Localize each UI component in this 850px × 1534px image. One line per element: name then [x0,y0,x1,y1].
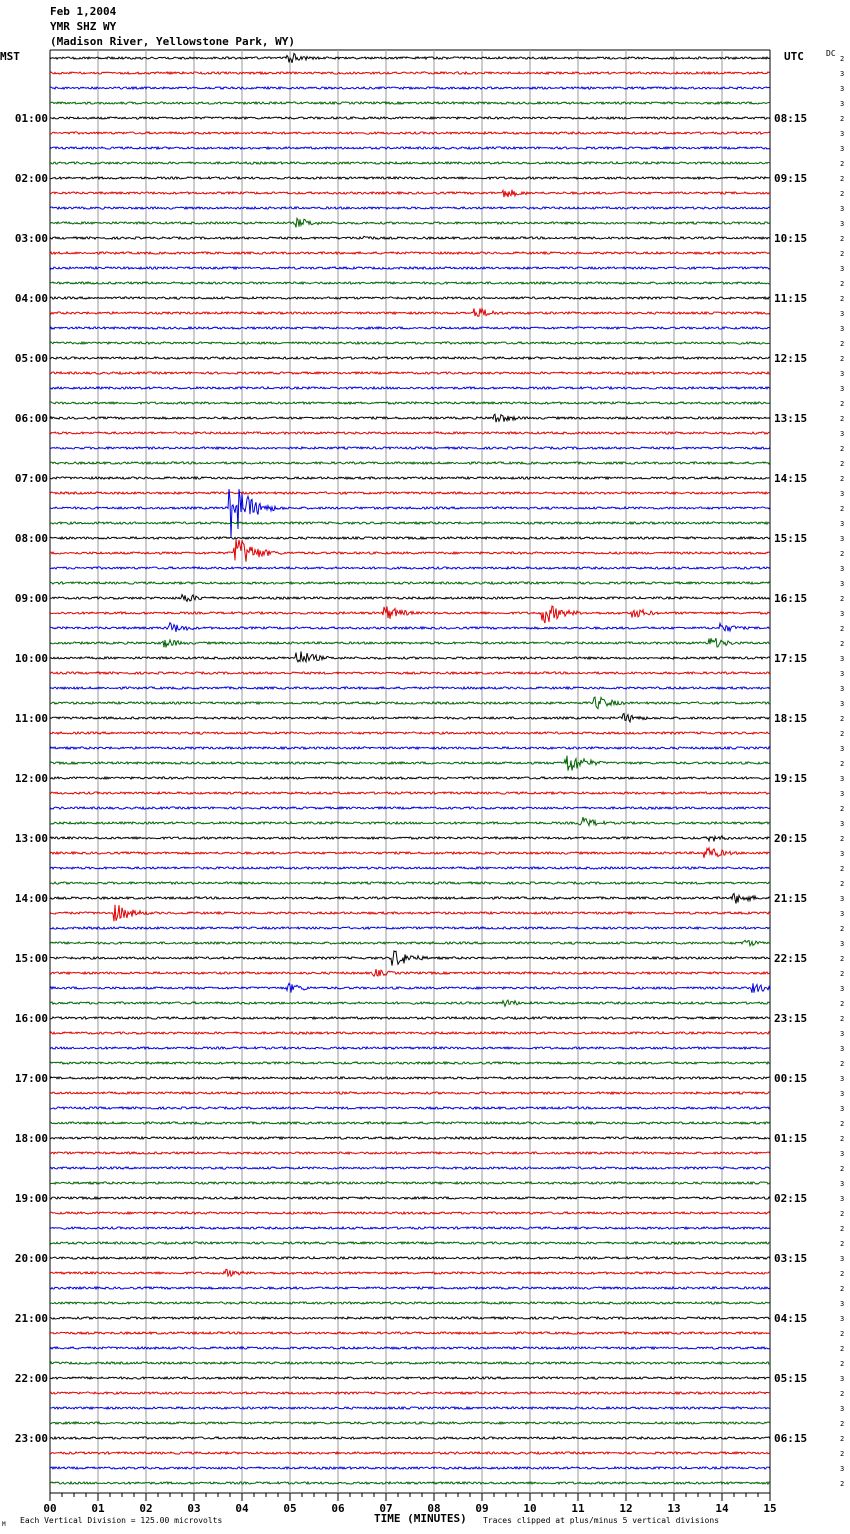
dc-offset: 3 [840,895,845,903]
trace-line [50,162,770,164]
trace-line [50,447,770,449]
mst-hour-label: 10:00 [14,652,48,665]
trace-line [50,147,770,149]
dc-offset: 3 [840,1300,845,1308]
dc-offset: 2 [840,1450,845,1458]
dc-offset: 2 [840,760,845,768]
dc-offset: 2 [840,415,845,423]
trace-line [50,1482,770,1484]
dc-offset: 3 [840,520,845,528]
mst-hour-label: 09:00 [14,592,48,605]
dc-offset: 2 [840,1225,845,1233]
dc-offset: 3 [840,1405,845,1413]
mst-hour-label: 08:00 [14,532,48,545]
trace-line [50,357,770,359]
trace-line [50,777,770,779]
x-tick-label: 09 [475,1502,489,1515]
dc-offset: 2 [840,295,845,303]
utc-hour-label: 06:15 [774,1432,808,1445]
trace-line [50,297,770,299]
trace-line [50,1287,770,1289]
dc-offset: 3 [840,1375,845,1383]
trace-line [50,87,770,89]
utc-hour-label: 01:15 [774,1132,808,1145]
trace-line [50,432,770,434]
scale-note: Each Vertical Division = 125.00 microvolts [20,1516,223,1525]
trace-line [50,308,770,316]
dc-offset: 2 [840,550,845,558]
trace-line [50,489,770,538]
dc-offset: 3 [840,205,845,213]
mst-hour-label: 19:00 [14,1192,48,1205]
dc-offset: 2 [840,1345,845,1353]
trace-line [50,1047,770,1049]
right-timezone-label: UTC [784,50,804,63]
utc-hour-label: 02:15 [774,1192,808,1205]
clip-note: Traces clipped at plus/minus 5 vertical divisions [483,1516,720,1525]
dc-offset: 2 [840,115,845,123]
utc-hour-label: 00:15 [774,1072,808,1085]
mst-hour-label: 11:00 [14,712,48,725]
trace-line [50,1392,770,1394]
trace-line [50,1212,770,1214]
dc-offset: 3 [840,1105,845,1113]
dc-offset: 2 [840,1285,845,1293]
utc-hour-label: 05:15 [774,1372,808,1385]
trace-line [50,1167,770,1169]
dc-offset: 3 [840,490,845,498]
dc-offset: 2 [840,1015,845,1023]
dc-offset: 3 [840,1465,845,1473]
trace-line [50,606,770,623]
dc-offset: 2 [840,460,845,468]
trace-line [50,402,770,404]
dc-offset: 2 [840,55,845,63]
utc-hour-label: 17:15 [774,652,808,665]
dc-offset: 3 [840,145,845,153]
trace-line [50,1437,770,1439]
trace-line [50,492,770,494]
trace-line [50,836,770,842]
trace-line [50,756,770,771]
dc-offset: 2 [840,235,845,243]
trace-line [50,848,770,858]
dc-offset: 3 [840,1030,845,1038]
trace-line [50,539,770,561]
trace-line [50,177,770,179]
dc-offset: 3 [840,985,845,993]
x-tick-label: 15 [763,1502,777,1515]
utc-hour-label: 10:15 [774,232,808,245]
trace-line [50,595,770,602]
trace-line [50,1062,770,1064]
plot-date: Feb 1,2004 [50,5,117,18]
mst-hour-label: 14:00 [14,892,48,905]
trace-line [50,522,770,524]
trace-line [50,714,770,722]
trace-line [50,387,770,389]
trace-line [50,190,770,198]
x-tick-label: 02 [139,1502,153,1515]
trace-line [50,207,770,209]
trace-line [50,1032,770,1034]
dc-offset: 2 [840,160,845,168]
mst-hour-label: 21:00 [14,1312,48,1325]
trace-line [50,1257,770,1259]
mst-hour-label: 15:00 [14,952,48,965]
utc-hour-label: 15:15 [774,532,808,545]
trace-line [50,905,770,922]
x-tick-label: 04 [235,1502,249,1515]
dc-offset: 3 [840,910,845,918]
utc-hour-label: 08:15 [774,112,808,125]
corner-mark: M [2,1521,6,1528]
trace-line [50,1422,770,1424]
chart-labels [0,49,844,1528]
dc-offset: 2 [840,1240,845,1248]
trace-line [50,1000,770,1006]
dc-offset: 2 [840,475,845,483]
trace-line [50,651,770,661]
utc-hour-label: 03:15 [774,1252,808,1265]
dc-offset: 3 [840,430,845,438]
utc-hour-label: 04:15 [774,1312,808,1325]
mst-hour-label: 05:00 [14,352,48,365]
mst-hour-label: 16:00 [14,1012,48,1025]
dc-offset: 3 [840,820,845,828]
dc-offset: 2 [840,1435,845,1443]
dc-offset: 2 [840,280,845,288]
dc-offset: 2 [840,1390,845,1398]
trace-line [50,477,770,479]
utc-hour-label: 19:15 [774,772,808,785]
trace-line [50,1182,770,1184]
mst-hour-label: 20:00 [14,1252,48,1265]
trace-line [50,807,770,809]
trace-line [50,1467,770,1469]
dc-label: DC [826,49,836,58]
utc-hour-label: 20:15 [774,832,808,845]
dc-offset: 3 [840,1090,845,1098]
dc-offset: 3 [840,1075,845,1083]
trace-line [50,927,770,929]
trace-line [50,1227,770,1229]
trace-line [50,792,770,794]
station-name: YMR SHZ WY [50,20,117,33]
utc-hour-label: 13:15 [774,412,808,425]
dc-offset: 2 [840,340,845,348]
dc-offset: 2 [840,880,845,888]
trace-line [50,1377,770,1379]
mst-hour-label: 07:00 [14,472,48,485]
trace-line [50,582,770,584]
dc-offset: 3 [840,70,845,78]
dc-offset: 2 [840,1060,845,1068]
dc-offset: 3 [840,265,845,273]
dc-offset: 2 [840,1000,845,1008]
dc-offset: 3 [840,220,845,228]
dc-offset: 2 [840,445,845,453]
trace-line [50,1152,770,1154]
mst-hour-label: 12:00 [14,772,48,785]
mst-hour-label: 06:00 [14,412,48,425]
dc-offset: 3 [840,325,845,333]
trace-line [50,747,770,749]
dc-offset: 2 [840,865,845,873]
mst-hour-label: 13:00 [14,832,48,845]
trace-line [50,1107,770,1109]
trace-line [50,218,770,227]
dc-offset: 3 [840,745,845,753]
trace-line [50,372,770,374]
x-tick-label: 00 [43,1502,57,1515]
dc-offset: 3 [840,850,845,858]
x-tick-label: 07 [379,1502,393,1515]
trace-line [50,1122,770,1124]
mst-hour-label: 18:00 [14,1132,48,1145]
seismic-traces [50,53,770,1484]
mst-hour-label: 01:00 [14,112,48,125]
dc-offset: 3 [840,940,845,948]
trace-line [50,236,770,239]
trace-line [50,882,770,884]
trace-line [50,1197,770,1199]
x-tick-label: 12 [619,1502,633,1515]
dc-offset: 3 [840,565,845,573]
trace-line [50,72,770,74]
dc-offset: 3 [840,1195,845,1203]
mst-hour-label: 03:00 [14,232,48,245]
trace-line [50,537,770,539]
trace-line [50,1137,770,1139]
dc-offset: 2 [840,1330,845,1338]
trace-line [50,132,770,134]
dc-offset: 3 [840,130,845,138]
mst-hour-label: 22:00 [14,1372,48,1385]
utc-hour-label: 09:15 [774,172,808,185]
trace-line [50,969,770,976]
dc-offset: 3 [840,1150,845,1158]
trace-line [50,687,770,689]
dc-offset: 2 [840,835,845,843]
utc-hour-label: 23:15 [774,1012,808,1025]
trace-line [50,817,770,826]
dc-offset: 2 [840,595,845,603]
dc-offset: 2 [840,355,845,363]
dc-offset: 2 [840,1480,845,1488]
utc-hour-label: 12:15 [774,352,808,365]
trace-line [50,342,770,344]
dc-offset: 3 [840,100,845,108]
utc-hour-label: 11:15 [774,292,808,305]
trace-line [50,462,770,464]
dc-offset: 2 [840,730,845,738]
x-tick-label: 06 [331,1502,345,1515]
dc-offset: 3 [840,1315,845,1323]
dc-offset: 3 [840,700,845,708]
dc-offset: 2 [840,970,845,978]
dc-offset: 3 [840,1045,845,1053]
dc-offset: 3 [840,670,845,678]
trace-line [50,732,770,734]
mst-hour-label: 17:00 [14,1072,48,1085]
x-tick-label: 13 [667,1502,681,1515]
trace-line [50,267,770,269]
station-location: (Madison River, Yellowstone Park, WY) [50,35,296,48]
mst-hour-label: 23:00 [14,1432,48,1445]
x-tick-label: 01 [91,1502,105,1515]
dc-offset: 2 [840,175,845,183]
x-tick-label: 05 [283,1502,297,1515]
dc-offset: 2 [840,1420,845,1428]
dc-offset: 3 [840,775,845,783]
trace-line [50,1362,770,1364]
dc-offset: 2 [840,640,845,648]
dc-offset: 2 [840,925,845,933]
dc-offset: 3 [840,385,845,393]
trace-line [50,1269,770,1276]
dc-offset: 2 [840,1270,845,1278]
utc-hour-label: 21:15 [774,892,808,905]
dc-offset: 2 [840,400,845,408]
mst-hour-label: 04:00 [14,292,48,305]
dc-offset: 3 [840,1180,845,1188]
dc-offset: 2 [840,1120,845,1128]
x-tick-label: 11 [571,1502,585,1515]
trace-line [50,697,770,709]
trace-line [50,638,770,647]
dc-offset: 3 [840,655,845,663]
dc-offset: 3 [840,790,845,798]
dc-offset: 3 [840,685,845,693]
x-tick-label: 03 [187,1502,201,1515]
trace-line [50,1092,770,1094]
dc-offset: 3 [840,1255,845,1263]
utc-hour-label: 22:15 [774,952,808,965]
trace-line [50,951,770,966]
x-axis-label: TIME (MINUTES) [374,1512,467,1525]
trace-line [50,327,770,329]
trace-line [50,1302,770,1304]
dc-offset: 2 [840,715,845,723]
dc-offset: 3 [840,610,845,618]
dc-offset: 2 [840,250,845,258]
dc-offset: 3 [840,370,845,378]
dc-offset: 2 [840,505,845,513]
dc-offset: 2 [840,955,845,963]
dc-offset: 3 [840,85,845,93]
dc-offset: 3 [840,580,845,588]
trace-line [50,1242,770,1244]
dc-offset: 2 [840,1135,845,1143]
trace-line [50,102,770,104]
trace-line [50,282,770,284]
trace-line [50,1017,770,1019]
left-timezone-label: MST [0,50,20,63]
dc-offset: 2 [840,1210,845,1218]
trace-line [50,567,770,569]
trace-line [50,1347,770,1349]
dc-offset: 2 [840,625,845,633]
trace-line [50,1077,770,1079]
mst-hour-label: 02:00 [14,172,48,185]
utc-hour-label: 18:15 [774,712,808,725]
dc-offset: 2 [840,1165,845,1173]
utc-hour-label: 14:15 [774,472,808,485]
dc-offset: 2 [840,805,845,813]
utc-hour-label: 16:15 [774,592,808,605]
trace-line [50,623,770,632]
trace-line [50,672,770,674]
dc-offset: 2 [840,190,845,198]
trace-line [50,1452,770,1454]
trace-line [50,117,770,119]
x-tick-label: 08 [427,1502,441,1515]
trace-line [50,1407,770,1409]
trace-line [50,867,770,869]
dc-offset: 3 [840,310,845,318]
trace-line [50,1317,770,1319]
trace-line [50,53,770,63]
trace-line [50,894,770,904]
trace-line [50,414,770,422]
trace-line [50,1332,770,1334]
x-tick-label: 14 [715,1502,729,1515]
x-tick-label: 10 [523,1502,537,1515]
dc-offset: 3 [840,535,845,543]
trace-line [50,940,770,945]
dc-offset: 2 [840,1360,845,1368]
trace-line [50,983,770,992]
trace-line [50,252,770,254]
